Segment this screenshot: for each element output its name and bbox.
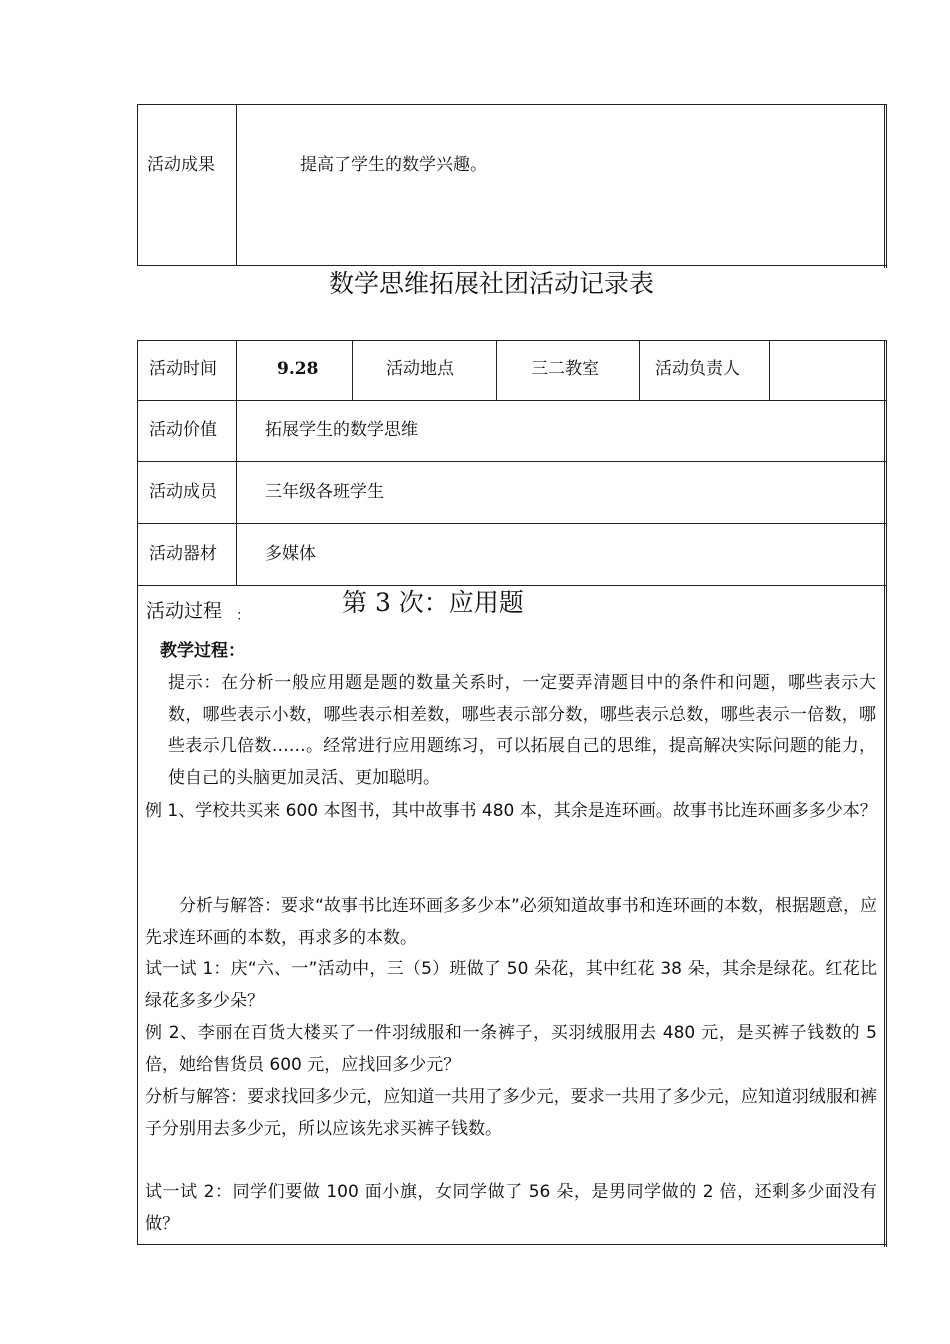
process-label-colon: ： [236, 608, 250, 624]
time-label: 活动时间 [149, 359, 217, 379]
analysis-2: 分析与解答：要求找回多少元，应知道一共用了多少元，要求一共用了多少元，应知道羽绒服和裤子分别用去多少元，所以应该先求买裤子钱数。 [145, 1087, 877, 1139]
result-label: 活动成果 [147, 155, 215, 175]
time-value: 9.28 [277, 359, 319, 379]
process-label: 活动过程 [146, 600, 223, 622]
result-value: 提高了学生的数学兴趣。 [300, 155, 487, 175]
equipment-label: 活动器材 [149, 544, 217, 564]
tip-paragraph: 提示：在分析一般应用题是题的数量关系时，一定要弄清题目中的条件和问题，哪些表示大数，哪些表示小数，哪些表示相差数，哪些表示部分数，哪些表示总数，哪些表示一倍数，哪些表示几倍数……。经常进行应用题练习，可以拓展自己的思维，提高解决实际问题的能力，使自己的头脑更加灵活、更加聪明。 [168, 673, 876, 788]
example-2: 例 2、李丽在百货大楼买了一件羽绒服和一条裤子，买羽绒服用去 480 元，是买裤子钱数的 5 倍，她给售货员 600 元，应找回多少元？ [145, 1023, 877, 1075]
place-value: 三二教室 [531, 359, 599, 379]
example-1: 例 1、学校共买来 600 本图书，其中故事书 480 本，其余是连环画。故事书比连环画多多少本？ [145, 801, 877, 821]
members-label: 活动成员 [149, 482, 217, 502]
place-label: 活动地点 [386, 359, 454, 379]
session-title: 第 3 次：应用题 [342, 588, 524, 617]
value-label: 活动价值 [149, 420, 217, 440]
equipment-text: 多媒体 [265, 544, 316, 564]
value-text: 拓展学生的数学思维 [265, 420, 418, 440]
members-text: 三年级各班学生 [265, 482, 384, 502]
try-1: 试一试 1：庆“六、一”活动中，三（5）班做了 50 朵花，其中红花 38 朵，其余是绿花。红花比绿花多多少朵？ [145, 959, 877, 1011]
leader-label: 活动负责人 [655, 359, 740, 379]
try-2: 试一试 2：同学们要做 100 面小旗，女同学做了 56 朵，是男同学做的 2 倍，还剩多少面没有做？ [145, 1182, 877, 1234]
teaching-process-heading: 教学过程： [160, 641, 245, 661]
page-title: 数学思维拓展社团活动记录表 [328, 269, 654, 298]
analysis-1: 分析与解答：要求“故事书比连环画多多少本”必须知道故事书和连环画的本数，根据题意，应先求连环画的本数，再求多的本数。 [145, 896, 877, 948]
